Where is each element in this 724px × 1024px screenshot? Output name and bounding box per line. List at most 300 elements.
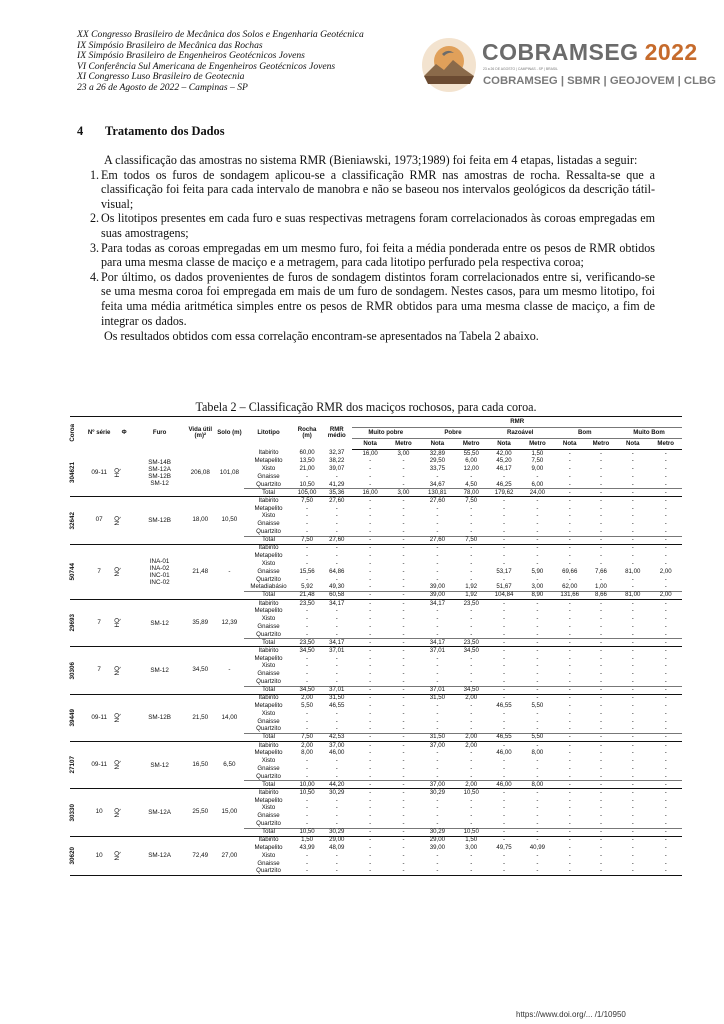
value-cell: 10,50 <box>293 828 321 836</box>
value-cell: - <box>664 677 667 685</box>
value-cell: - <box>352 536 387 544</box>
value-cell: - <box>536 520 539 528</box>
value-cell: - <box>388 536 419 544</box>
value-cell: 7,50 <box>293 734 321 742</box>
value-cell: - <box>536 559 539 567</box>
list-item <box>77 211 655 240</box>
litotipo-cell: Quartzito <box>256 725 281 733</box>
value-cell: - <box>402 709 405 717</box>
value-cell: - <box>599 480 602 488</box>
value-cell: - <box>649 639 682 647</box>
litotipo-cell: Quartzito <box>256 480 281 488</box>
vida-util-cell: 21,48 <box>186 544 215 599</box>
value-cell: - <box>369 559 372 567</box>
value-cell: 2,00 <box>456 734 487 742</box>
serie-cell: 7 <box>84 647 115 694</box>
value-cell: - <box>664 520 667 528</box>
serie-cell: 09-11 <box>84 694 115 741</box>
value-cell: 37,01 <box>419 686 455 694</box>
value-cell: - <box>631 575 634 583</box>
value-cell: 37,00 <box>329 741 345 749</box>
value-cell: - <box>335 764 338 772</box>
value-cell: 46,00 <box>329 749 345 757</box>
value-cell: - <box>664 717 667 725</box>
value-cell: - <box>664 859 667 867</box>
litotipo-cell: Metapelito <box>254 504 283 512</box>
value-cell: - <box>503 622 506 630</box>
value-cell: - <box>568 709 571 717</box>
litotipo-cell: Total <box>244 781 293 789</box>
value-cell: - <box>436 772 439 780</box>
value-cell: - <box>369 473 372 481</box>
value-cell: - <box>568 757 571 765</box>
value-cell: - <box>402 749 405 757</box>
value-cell: - <box>369 796 372 804</box>
value-cell: - <box>599 551 602 559</box>
value-cell: - <box>306 520 309 528</box>
value-cell: - <box>599 772 602 780</box>
header-metro: Metro <box>388 439 419 450</box>
furo-id: SM-12B <box>148 472 171 480</box>
value-cell: 33,75 <box>429 465 445 473</box>
value-cell: - <box>664 480 667 488</box>
value-cell: - <box>470 504 473 512</box>
value-cell: - <box>568 843 571 851</box>
value-cell: - <box>369 812 372 820</box>
header-line: XX Congresso Brasileiro de Mecânica dos Solos e Engenharia Geotécnica <box>77 29 364 40</box>
cobramseg-emblem-icon <box>420 36 478 94</box>
value-cell: - <box>470 654 473 662</box>
value-cell: 39,00 <box>419 592 455 600</box>
value-cell: - <box>599 622 602 630</box>
list-text: Os litotipos presentes em cada furo e suas respectivas metragens foram correlacionados às coroas empregadas em suas amostragens; <box>101 211 655 240</box>
coroa-id: 32642 <box>69 511 76 530</box>
value-cell: - <box>306 709 309 717</box>
litotipo-cell: Quartzito <box>256 630 281 638</box>
value-cell: - <box>306 615 309 623</box>
value-cell: - <box>352 592 387 600</box>
litotipo-cell: Metadiabásio <box>250 583 287 591</box>
value-cell: - <box>306 473 309 481</box>
header-nota: Nota <box>487 439 521 450</box>
value-cell: - <box>664 843 667 851</box>
value-cell: 64,86 <box>329 567 345 575</box>
value-cell: 8,00 <box>521 781 553 789</box>
value-cell: - <box>599 520 602 528</box>
value-cell: - <box>470 512 473 520</box>
value-cell: - <box>503 796 506 804</box>
phi-cell <box>115 599 134 646</box>
value-cell: - <box>436 796 439 804</box>
value-cell: - <box>664 607 667 615</box>
value-cell: - <box>369 851 372 859</box>
value-cell: - <box>306 851 309 859</box>
litotipo-cell: Quartzito <box>244 868 293 876</box>
value-cell: - <box>470 630 473 638</box>
steps-list <box>77 168 655 329</box>
value-cell: - <box>335 859 338 867</box>
value-cell: - <box>402 804 405 812</box>
header-nota: Nota <box>419 439 455 450</box>
coroa-id: 30330 <box>69 803 76 822</box>
value-cell: - <box>470 528 473 535</box>
value-cell: 34,50 <box>463 646 479 654</box>
litotipo-cell: Quartzito <box>256 677 281 685</box>
value-cell: - <box>664 741 667 749</box>
value-cell: - <box>616 489 649 497</box>
value-cell: - <box>436 473 439 481</box>
value-cell: - <box>369 819 372 827</box>
litotipo-cell: Gnaisse <box>257 622 280 630</box>
value-cell: - <box>631 544 634 552</box>
header-coroa: Coroa <box>70 417 84 450</box>
value-cell: - <box>335 819 338 827</box>
value-cell: 2,00 <box>456 781 487 789</box>
value-cell: - <box>568 772 571 780</box>
value-cell: - <box>503 670 506 678</box>
value-cell: - <box>306 804 309 812</box>
value-cell: - <box>599 449 602 457</box>
value-cell: - <box>503 717 506 725</box>
value-cell: 131,66 <box>554 592 586 600</box>
value-cell: - <box>586 639 616 647</box>
value-cell: 29,00 <box>329 836 345 844</box>
value-cell: - <box>536 764 539 772</box>
coroa-cell <box>70 599 84 646</box>
value-cell: - <box>599 544 602 552</box>
value-cell: - <box>568 599 571 607</box>
table-row <box>70 694 682 702</box>
header-metro: Metro <box>521 439 553 450</box>
value-cell: - <box>436 622 439 630</box>
value-cell: - <box>436 804 439 812</box>
value-cell: - <box>631 528 634 535</box>
value-cell: - <box>568 615 571 623</box>
value-cell: - <box>568 465 571 473</box>
value-cell: - <box>388 592 419 600</box>
value-cell: - <box>503 599 506 607</box>
coroa-id: 27107 <box>69 756 76 774</box>
value-cell: 62,00 <box>562 583 578 591</box>
value-cell: - <box>503 551 506 559</box>
value-cell: - <box>335 717 338 725</box>
litotipo-cell: Itabirito <box>258 544 279 552</box>
value-cell: - <box>369 480 372 488</box>
value-cell: - <box>536 788 539 796</box>
value-cell: 34,17 <box>321 639 352 647</box>
value-cell: - <box>306 654 309 662</box>
value-cell: - <box>503 725 506 733</box>
coroa-cell <box>70 647 84 694</box>
furo-id: SM-12 <box>150 479 169 487</box>
value-cell: - <box>536 512 539 520</box>
value-cell: - <box>568 725 571 733</box>
value-cell: - <box>664 473 667 481</box>
furo-id: INC-02 <box>149 578 170 586</box>
value-cell: - <box>568 449 571 457</box>
value-cell: - <box>402 465 405 473</box>
value-cell: - <box>470 812 473 820</box>
value-cell: - <box>402 654 405 662</box>
value-cell: 34,17 <box>429 599 445 607</box>
value-cell: - <box>306 796 309 804</box>
header-metro: Metro <box>456 439 487 450</box>
value-cell: - <box>306 772 309 780</box>
phi-cell <box>115 450 134 497</box>
litotipo-cell: Xisto <box>261 465 276 473</box>
value-cell: - <box>503 630 506 638</box>
litotipo-cell: Gnaisse <box>257 717 280 725</box>
value-cell: - <box>335 607 338 615</box>
litotipo-cell: Metapelito <box>254 701 283 709</box>
value-cell: - <box>402 480 405 488</box>
value-cell: - <box>568 859 571 867</box>
value-cell: 34,50 <box>293 686 321 694</box>
value-cell: - <box>568 480 571 488</box>
value-cell: - <box>436 544 439 552</box>
value-cell: - <box>436 575 439 583</box>
value-cell: - <box>306 575 309 583</box>
value-cell: - <box>470 725 473 733</box>
value-cell: - <box>631 654 634 662</box>
value-cell: - <box>599 812 602 820</box>
value-cell: 31,50 <box>429 694 445 702</box>
value-cell: - <box>470 819 473 827</box>
value-cell: - <box>631 819 634 827</box>
value-cell: - <box>470 670 473 678</box>
value-cell: - <box>369 670 372 678</box>
value-cell: - <box>470 607 473 615</box>
value-cell: - <box>664 630 667 638</box>
value-cell: - <box>306 528 309 535</box>
value-cell: - <box>568 670 571 678</box>
value-cell: - <box>616 781 649 789</box>
litotipo-cell: Xisto <box>261 804 276 812</box>
furo-cell <box>134 741 186 788</box>
header-line: XI Congresso Luso Brasileiro de Geotecnia <box>77 71 245 83</box>
value-cell: - <box>369 583 372 591</box>
vida-util-cell: 35,89 <box>186 599 215 646</box>
value-cell: - <box>631 607 634 615</box>
table-row <box>70 836 682 844</box>
value-cell: 46,25 <box>496 480 512 488</box>
value-cell: - <box>554 536 586 544</box>
value-cell: - <box>436 819 439 827</box>
logo-title <box>482 39 698 66</box>
value-cell: - <box>664 646 667 654</box>
value-cell: - <box>536 772 539 780</box>
value-cell: 37,01 <box>321 686 352 694</box>
coroa-id: 30306 <box>69 661 76 680</box>
value-cell: - <box>568 512 571 520</box>
value-cell: - <box>470 772 473 780</box>
phi-cell <box>115 789 134 836</box>
value-cell: 38,22 <box>329 457 345 465</box>
value-cell: - <box>335 559 338 567</box>
header-line: 23 a 26 de Agosto de 2022 – Campinas – SP <box>77 81 248 93</box>
value-cell: - <box>436 520 439 528</box>
value-cell: - <box>335 709 338 717</box>
value-cell: - <box>470 701 473 709</box>
value-cell: - <box>649 536 682 544</box>
value-cell: - <box>599 701 602 709</box>
value-cell: 9,00 <box>531 465 544 473</box>
value-cell: 46,00 <box>487 781 521 789</box>
solo-cell: - <box>215 647 244 694</box>
logo-name: COBRAMSEG <box>482 39 639 65</box>
value-cell: - <box>536 504 539 512</box>
value-cell: - <box>631 496 634 504</box>
value-cell: - <box>402 843 405 851</box>
value-cell: - <box>402 851 405 859</box>
value-cell: - <box>436 709 439 717</box>
coroa-cell <box>70 741 84 788</box>
value-cell: - <box>599 757 602 765</box>
phi-value: NQ <box>113 760 121 770</box>
value-cell: - <box>402 819 405 827</box>
value-cell: - <box>306 764 309 772</box>
value-cell: - <box>436 701 439 709</box>
coroa-cell <box>70 694 84 741</box>
value-cell: - <box>599 764 602 772</box>
value-cell: - <box>306 819 309 827</box>
header-line: IX Simpósio Brasileiro de Mecânica das Rochas <box>77 39 263 51</box>
value-cell: - <box>536 654 539 662</box>
value-cell: - <box>631 772 634 780</box>
value-cell: - <box>388 686 419 694</box>
value-cell: - <box>599 559 602 567</box>
solo-cell: 14,00 <box>215 694 244 741</box>
value-cell: - <box>664 819 667 827</box>
value-cell: 104,84 <box>487 592 521 600</box>
value-cell: - <box>586 489 616 497</box>
value-cell: - <box>402 630 405 638</box>
value-cell: - <box>306 559 309 567</box>
value-cell: - <box>631 457 634 465</box>
value-cell: - <box>664 551 667 559</box>
value-cell: 43,99 <box>299 843 315 851</box>
value-cell: 179,62 <box>487 489 521 497</box>
value-cell: - <box>536 757 539 765</box>
value-cell: - <box>536 544 539 552</box>
header-rocha: Rocha (m) <box>293 417 321 450</box>
coroa-cell <box>70 544 84 599</box>
furo-cell <box>134 599 186 646</box>
value-cell: - <box>664 449 667 457</box>
value-cell: - <box>568 559 571 567</box>
rmr-table <box>70 416 682 876</box>
value-cell: - <box>536 836 539 844</box>
serie-cell: 09-11 <box>84 450 115 497</box>
value-cell: 32,89 <box>429 449 445 457</box>
value-cell: - <box>536 819 539 827</box>
value-cell: - <box>388 639 419 647</box>
value-cell: - <box>664 615 667 623</box>
value-cell: - <box>369 551 372 559</box>
value-cell: - <box>503 512 506 520</box>
value-cell: - <box>599 670 602 678</box>
value-cell: - <box>536 717 539 725</box>
value-cell: - <box>388 828 419 836</box>
value-cell: - <box>586 734 616 742</box>
value-cell: - <box>586 536 616 544</box>
value-cell: - <box>369 504 372 512</box>
value-cell: - <box>599 796 602 804</box>
value-cell: - <box>664 796 667 804</box>
value-cell: 5,50 <box>521 734 553 742</box>
value-cell: - <box>306 630 309 638</box>
vida-util-cell: 21,50 <box>186 694 215 741</box>
value-cell: - <box>599 859 602 867</box>
list-text: Em todos os furos de sondagem aplicou-se a classificação RMR nas amostras de rocha. Ressalta-se que a classificação foi feita para cada intervalo de manobra e não se baseou nos intervalos geológicos da descrição tátil-visual; <box>101 167 655 211</box>
value-cell: - <box>436 607 439 615</box>
value-cell: 3,00 <box>397 449 410 457</box>
value-cell: - <box>536 646 539 654</box>
value-cell: - <box>631 677 634 685</box>
value-cell: - <box>306 717 309 725</box>
value-cell: - <box>503 772 506 780</box>
value-cell: - <box>631 836 634 844</box>
value-cell: - <box>568 654 571 662</box>
value-cell: - <box>470 615 473 623</box>
value-cell: - <box>554 868 586 876</box>
value-cell: - <box>599 788 602 796</box>
value-cell: - <box>335 520 338 528</box>
value-cell: - <box>586 868 616 876</box>
value-cell: - <box>554 781 586 789</box>
value-cell: - <box>568 851 571 859</box>
value-cell: - <box>568 717 571 725</box>
value-cell: - <box>568 749 571 757</box>
value-cell: 44,20 <box>321 781 352 789</box>
footer-url: https://www.doi.org/... /1/10950 <box>516 1010 626 1019</box>
value-cell: - <box>436 504 439 512</box>
value-cell: 37,00 <box>429 741 445 749</box>
litotipo-cell: Itabirito <box>258 599 279 607</box>
value-cell: - <box>503 859 506 867</box>
value-cell: 27,60 <box>419 536 455 544</box>
value-cell: - <box>664 701 667 709</box>
furo-id: SM-14B <box>148 458 171 466</box>
value-cell: - <box>599 804 602 812</box>
list-number: 4. <box>90 269 100 284</box>
value-cell: - <box>402 622 405 630</box>
furo-cell <box>134 450 186 497</box>
value-cell: - <box>664 772 667 780</box>
value-cell: 49,75 <box>496 843 512 851</box>
value-cell: - <box>335 772 338 780</box>
furo-cell <box>134 497 186 544</box>
value-cell: - <box>470 804 473 812</box>
value-cell: - <box>631 709 634 717</box>
value-cell: - <box>536 859 539 867</box>
value-cell: - <box>568 528 571 535</box>
phi-cell <box>115 694 134 741</box>
value-cell: - <box>664 654 667 662</box>
value-cell: - <box>616 686 649 694</box>
header-nota: Nota <box>352 439 387 450</box>
value-cell: 39,00 <box>429 843 445 851</box>
value-cell: - <box>536 694 539 702</box>
value-cell: 10,50 <box>299 788 315 796</box>
litotipo-cell: Metapelito <box>254 796 283 804</box>
litotipo-cell: Itabirito <box>258 449 279 457</box>
value-cell: - <box>352 781 387 789</box>
value-cell: - <box>568 741 571 749</box>
value-cell: - <box>402 512 405 520</box>
value-cell: - <box>554 734 586 742</box>
furo-id: INA-01 <box>149 557 170 565</box>
